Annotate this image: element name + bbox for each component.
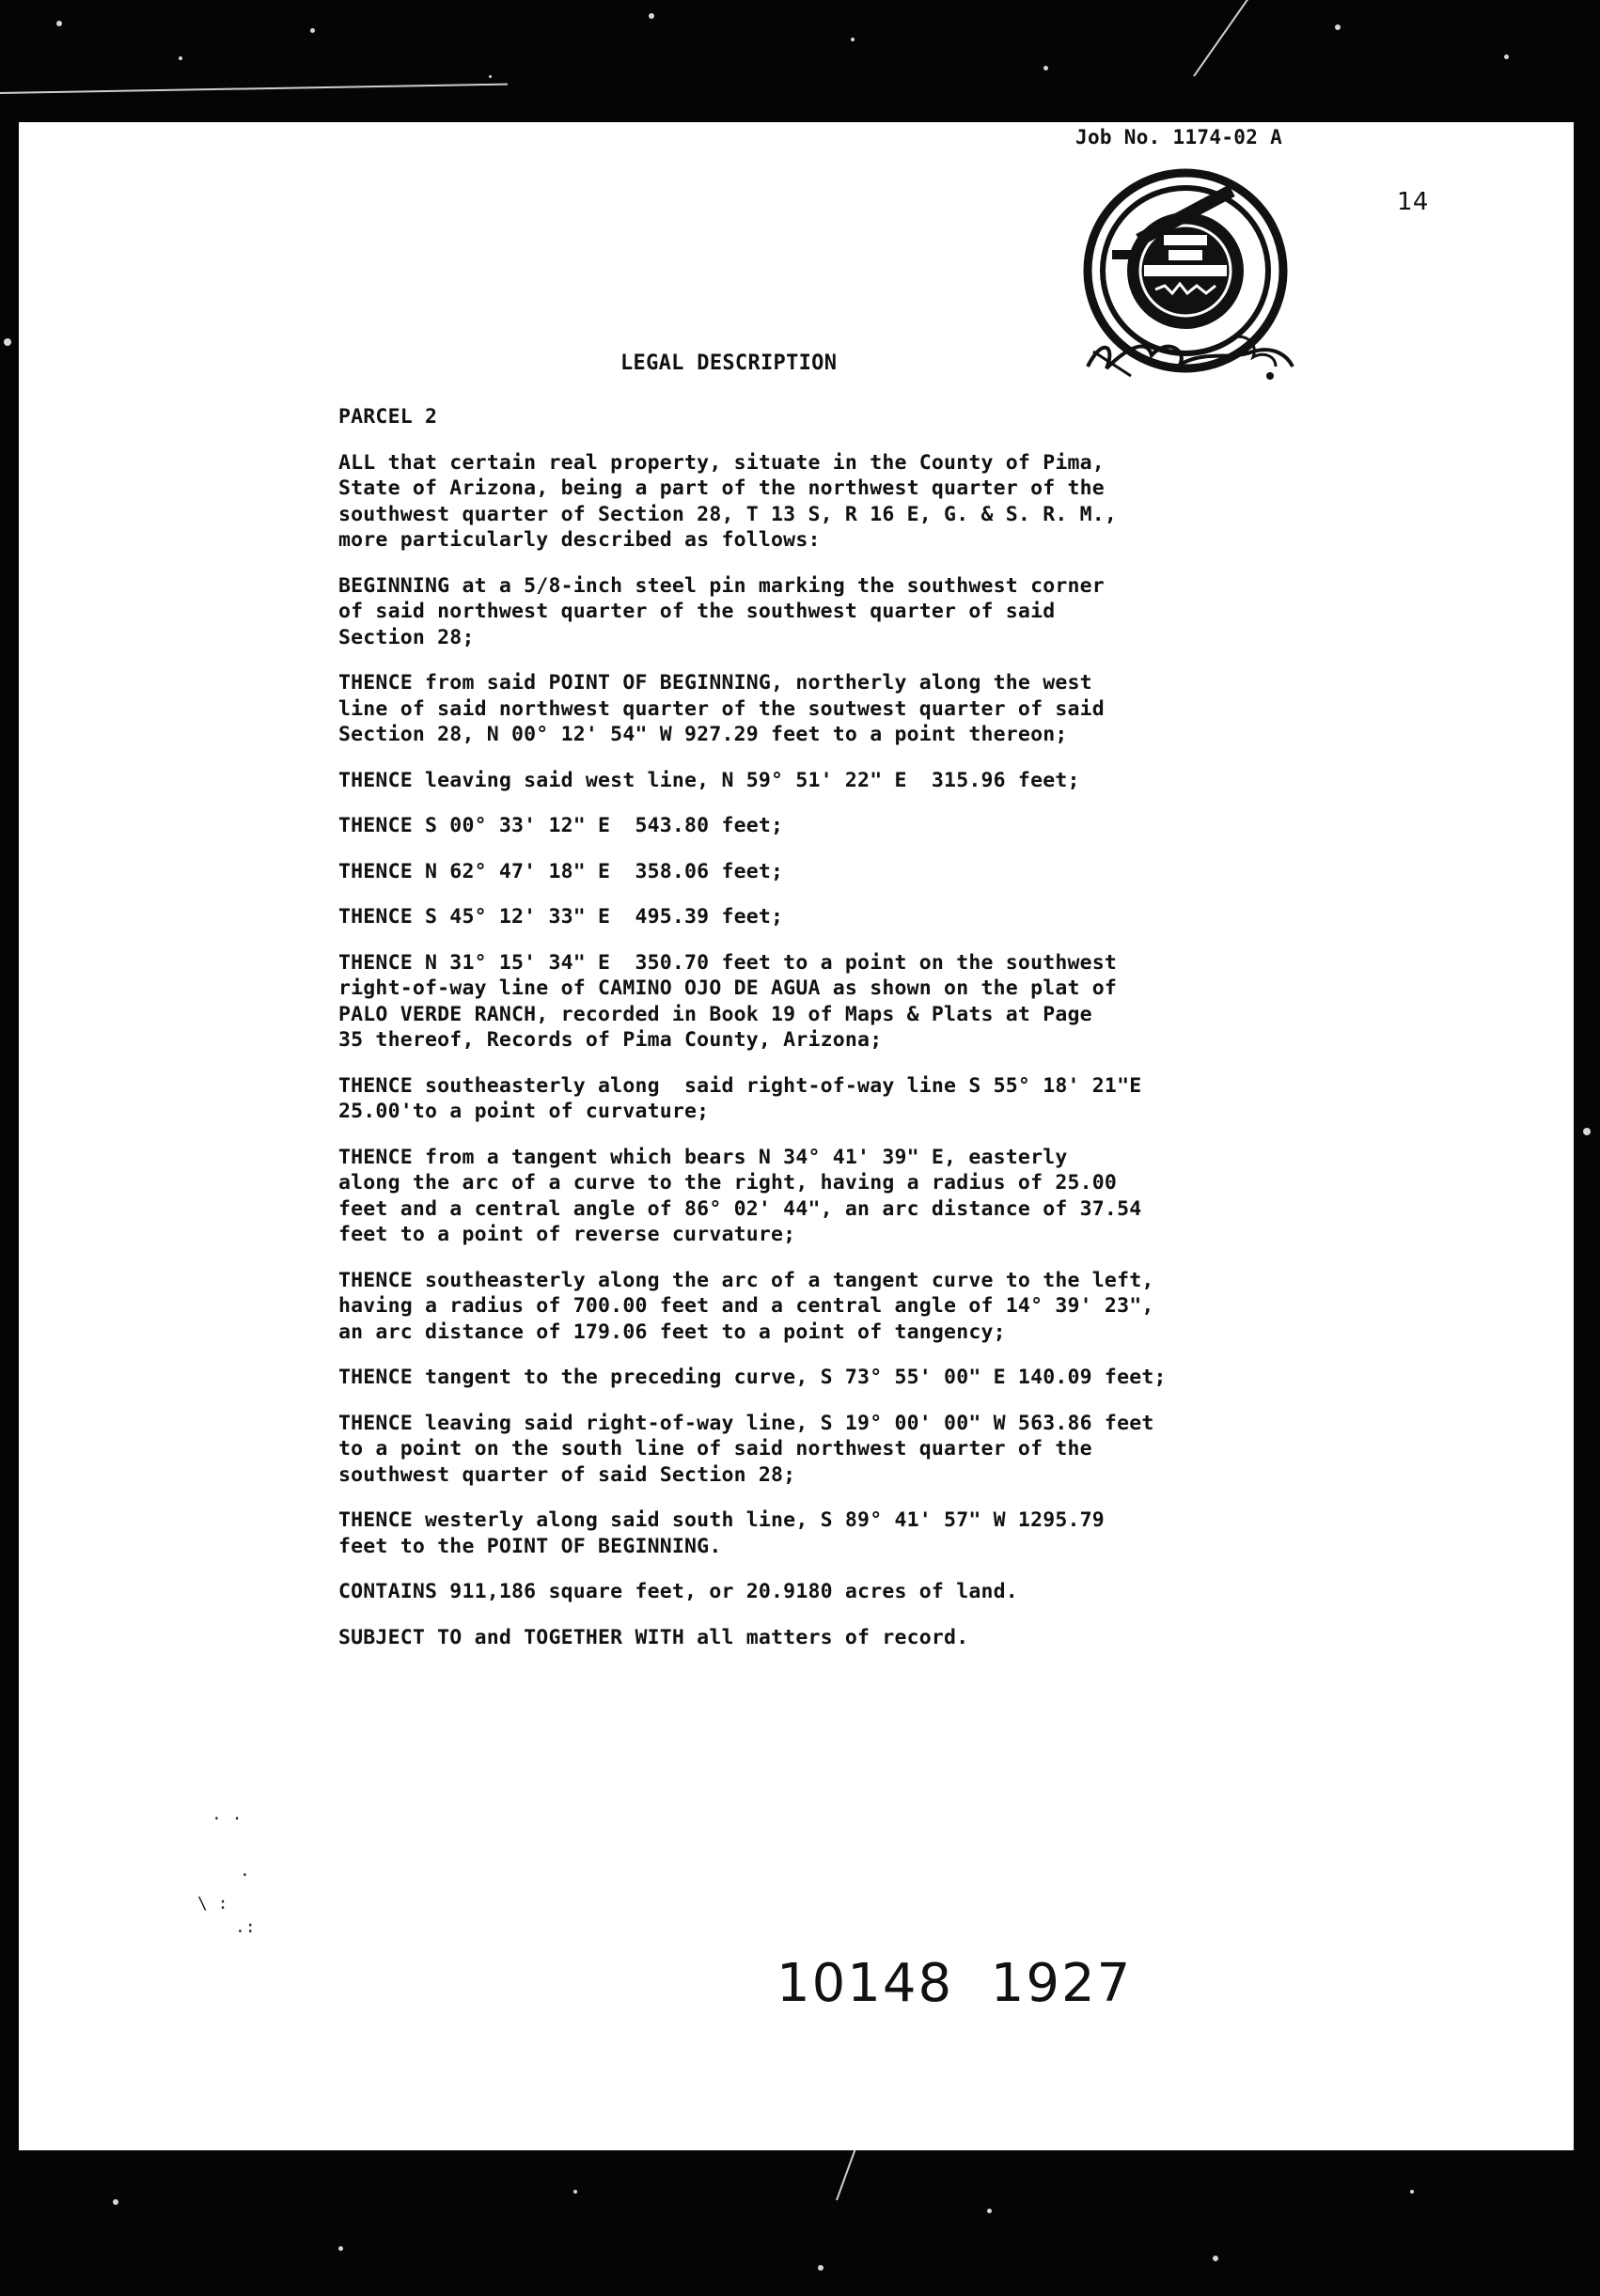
parcel-heading: PARCEL 2 [338, 405, 438, 429]
scan-speck [1504, 55, 1509, 59]
scan-speck [1583, 1128, 1591, 1135]
scan-speck [1213, 2256, 1218, 2261]
scan-marks: \ : [197, 1894, 228, 1913]
surveyor-seal [1075, 167, 1300, 393]
scan-scratch [1193, 0, 1276, 77]
scan-speck [1335, 24, 1341, 30]
course-paragraph: THENCE leaving said right-of-way line, S 19° 00' 00" W 563.86 feet to a point on the south line of said northwest quarter of the southwest quarter of said Section 28; [338, 1411, 1154, 1487]
course-paragraph: THENCE southeasterly along the arc of a tangent curve to the left, having a radius of 700.00 feet and a central angle of 14° 39' 23", an arc distance of 179.06 feet to a point of tangency; [338, 1268, 1154, 1344]
record-number: 10148 1927 [776, 1953, 1133, 2014]
scan-marks: .: [235, 1917, 256, 1937]
course-paragraph: THENCE S 00° 33' 12" E 543.80 feet; [338, 814, 784, 837]
course-paragraph: THENCE leaving said west line, N 59° 51' 22" E 315.96 feet; [338, 768, 1080, 792]
page-number: 14 [1397, 188, 1429, 216]
scan-speck [113, 2199, 118, 2205]
scan-speck [489, 75, 492, 78]
area-paragraph: CONTAINS 911,186 square feet, or 20.9180 acres of land. [338, 1580, 1018, 1603]
course-paragraph: THENCE westerly along said south line, S 89° 41' 57" W 1295.79 feet to the POINT OF BEGINNING. [338, 1508, 1105, 1558]
scan-speck [1043, 66, 1048, 70]
scan-speck [310, 28, 315, 33]
scan-speck [649, 13, 654, 19]
scan-speck [56, 21, 62, 26]
scan-speck [818, 2265, 824, 2271]
subject-to-paragraph: SUBJECT TO and TOGETHER WITH all matters of record. [338, 1625, 969, 1649]
job-number: Job No. 1174-02 A [1075, 126, 1283, 148]
scan-marks: . [240, 1861, 250, 1881]
document-title: LEGAL DESCRIPTION [620, 351, 838, 375]
course-paragraph: THENCE southeasterly along said right-of-way line S 55° 18' 21"E 25.00'to a point of curvature; [338, 1073, 1142, 1123]
scan-speck [179, 56, 182, 60]
property-intro-paragraph: ALL that certain real property, situate in the County of Pima, State of Arizona, being a part of the northwest quarter of the southwest quarter of Section 28, T 13 S, R 16 E, G. & S. R. M., more particularly described as follows: [338, 450, 1118, 552]
scan-speck [1410, 2190, 1414, 2194]
scan-marks: . . [212, 1804, 243, 1824]
scan-scratch [0, 84, 508, 94]
scan-speck [338, 2246, 343, 2251]
course-paragraph: THENCE tangent to the preceding curve, S 73° 55' 00" E 140.09 feet; [338, 1366, 1167, 1389]
beginning-paragraph: BEGINNING at a 5/8-inch steel pin marking the southwest corner of said northwest quarter of the southwest quarter of said Section 28; [338, 573, 1105, 649]
scan-speck [4, 338, 11, 346]
course-paragraph: THENCE N 62° 47' 18" E 358.06 feet; [338, 859, 784, 883]
document-page [19, 122, 1574, 2150]
course-paragraph: THENCE from said POINT OF BEGINNING, northerly along the west line of said northwest quarter of the soutwest quarter of said Section 28, N 00° 12' 54" W 927.29 feet to a point thereon; [338, 671, 1105, 746]
scan-speck [851, 38, 855, 41]
legal-description-body [338, 404, 1297, 1670]
course-paragraph: THENCE N 31° 15' 34" E 350.70 feet to a point on the southwest right-of-way line of CAMINO OJO DE AGUA as shown on the plat of PALO VERDE RANCH, recorded in Book 19 of Maps & Plats at Page 35 thereof, Records of Pima County, Arizona; [338, 950, 1118, 1052]
scan-speck [987, 2209, 992, 2213]
course-paragraph: THENCE S 45° 12' 33" E 495.39 feet; [338, 905, 784, 929]
course-paragraph: THENCE from a tangent which bears N 34° 41' 39" E, easterly along the arc of a curve to the right, having a radius of 25.00 feet and a central angle of 86° 02' 44", an arc distance of 37.54 feet to a point of reverse curvature; [338, 1145, 1142, 1246]
scan-speck [573, 2190, 577, 2194]
